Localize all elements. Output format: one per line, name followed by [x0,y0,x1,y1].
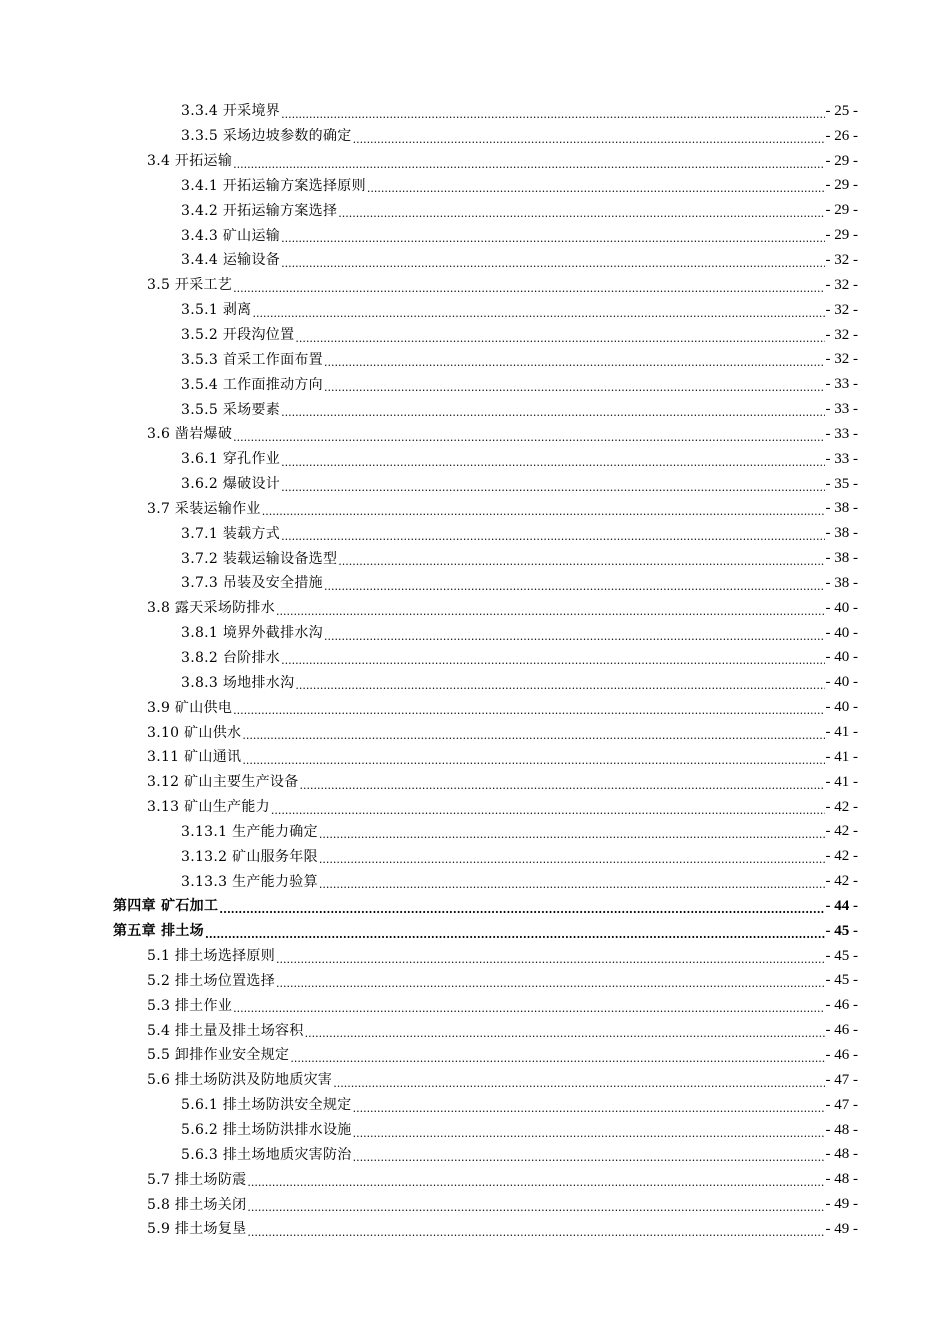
toc-entry-row[interactable] [0,273,950,298]
toc-entry-row[interactable] [0,198,950,223]
toc-entry-page-number: - 32 - [825,351,858,368]
toc-entry-row[interactable] [0,124,950,149]
toc-entry-page-number: - 41 - [825,773,858,790]
toc-entry-row[interactable] [0,1167,950,1192]
toc-entry[interactable] [181,1142,858,1167]
toc-entry[interactable] [113,894,858,919]
toc-entry-title: 5.6.2 排土场防洪排水设施 [181,1122,352,1139]
toc-entry-row[interactable] [0,969,950,994]
toc-entry-page-number: - 38 - [825,550,858,567]
toc-entry[interactable] [147,422,858,447]
toc-entry[interactable] [181,124,858,149]
toc-entry-title: 3.7.1 装载方式 [181,525,281,542]
toc-entry-page-number: - 48 - [825,1146,858,1163]
toc-dot-leader [353,1128,825,1139]
toc-entry-row[interactable] [0,1217,950,1242]
toc-entry-row[interactable] [0,993,950,1018]
toc-entry[interactable] [147,795,858,820]
toc-dot-leader [281,258,824,269]
toc-entry-title: 3.13.3 生产能力验算 [181,873,318,890]
toc-entry[interactable] [147,770,858,795]
toc-entry-page-number: - 42 - [825,823,858,840]
toc-entry-page-number: - 48 - [825,1171,858,1188]
toc-entry[interactable] [147,993,858,1018]
toc-entry-title: 3.5.1 剥离 [181,302,252,319]
toc-dot-leader [233,432,824,443]
toc-entry-title: 5.7 排土场防震 [147,1171,247,1188]
toc-entry-title: 5.6.3 排土场地质灾害防治 [181,1146,352,1163]
toc-entry[interactable] [181,1093,858,1118]
toc-dot-leader [205,929,825,940]
toc-entry-row[interactable] [0,248,950,273]
toc-entry[interactable] [147,1192,858,1217]
toc-entry-row[interactable] [0,1043,950,1068]
table-of-contents [0,99,950,1242]
toc-entry-page-number: - 45 - [825,947,858,964]
toc-dot-leader [281,457,824,468]
toc-entry[interactable] [147,745,858,770]
toc-dot-leader [233,1003,824,1014]
toc-dot-leader [281,407,824,418]
toc-dot-leader [252,308,824,319]
toc-entry-title: 5.3 排土作业 [147,997,233,1014]
toc-entry-page-number: - 49 - [825,1196,858,1213]
toc-entry-page-number: - 25 - [825,102,858,119]
toc-dot-leader [324,631,825,642]
toc-entry-page-number: - 29 - [825,202,858,219]
toc-entry[interactable] [147,1068,858,1093]
toc-entry[interactable] [147,944,858,969]
toc-dot-leader [319,879,825,890]
toc-entry-page-number: - 46 - [825,997,858,1014]
toc-entry-row[interactable] [0,1192,950,1217]
toc-entry-title: 3.9 矿山供电 [147,699,233,716]
toc-entry-title: 5.6 排土场防洪及防地质灾害 [147,1072,333,1089]
toc-entry-row[interactable] [0,1093,950,1118]
toc-entry[interactable] [147,273,858,298]
toc-dot-leader [319,854,825,865]
toc-dot-leader [324,357,825,368]
toc-entry-title: 3.5.2 开段沟位置 [181,327,295,344]
toc-entry-row[interactable] [0,894,950,919]
toc-entry-page-number: - 38 - [825,500,858,517]
toc-dot-leader [319,829,825,840]
toc-entry-title: 5.4 排土量及排土场容积 [147,1022,304,1039]
toc-dot-leader [295,333,824,344]
toc-entry-title: 5.2 排土场位置选择 [147,972,276,989]
toc-entry-page-number: - 41 - [825,724,858,741]
toc-entry-row[interactable] [0,819,950,844]
toc-entry-row[interactable] [0,720,950,745]
toc-dot-leader [324,382,825,393]
toc-entry-page-number: - 45 - [825,922,858,939]
toc-entry-title: 3.8.2 台阶排水 [181,649,281,666]
toc-entry-page-number: - 42 - [825,873,858,890]
toc-entry-row[interactable] [0,670,950,695]
toc-entry-row[interactable] [0,546,950,571]
toc-entry-title: 5.1 排土场选择原则 [147,948,276,965]
toc-entry[interactable] [181,372,858,397]
toc-entry-title: 3.6.2 爆破设计 [181,476,281,493]
toc-entry[interactable] [181,844,858,869]
toc-dot-leader [367,183,825,194]
toc-dot-leader [233,283,824,294]
toc-dot-leader [353,134,825,145]
toc-entry[interactable] [181,447,858,472]
toc-entry-title: 3.8.1 境界外截排水沟 [181,625,323,642]
toc-entry-title: 3.4 开拓运输 [147,153,233,170]
toc-entry-page-number: - 33 - [825,376,858,393]
toc-entry-row[interactable] [0,521,950,546]
toc-entry-page-number: - 42 - [825,848,858,865]
toc-entry-row[interactable] [0,1142,950,1167]
toc-entry[interactable] [181,646,858,671]
toc-entry[interactable] [181,223,858,248]
toc-dot-leader [247,1202,824,1213]
toc-dot-leader [338,556,824,567]
toc-entry-title: 3.3.5 采场边坡参数的确定 [181,128,352,145]
toc-entry[interactable] [181,99,858,124]
toc-entry-page-number: - 41 - [825,748,858,765]
toc-entry-row[interactable] [0,223,950,248]
toc-entry[interactable] [181,397,858,422]
toc-entry-page-number: - 46 - [825,1022,858,1039]
toc-entry[interactable] [181,323,858,348]
toc-entry-row[interactable] [0,571,950,596]
toc-entry[interactable] [181,819,858,844]
toc-entry[interactable] [147,596,858,621]
toc-entry[interactable] [181,670,858,695]
toc-dot-leader [281,655,824,666]
toc-entry-page-number: - 49 - [825,1220,858,1237]
toc-entry-title: 3.4.3 矿山运输 [181,227,281,244]
toc-dot-leader [300,780,825,791]
toc-dot-leader [281,531,824,542]
toc-entry-page-number: - 40 - [825,624,858,641]
toc-entry[interactable] [181,869,858,894]
toc-entry-title: 3.4.1 开拓运输方案选择原则 [181,177,366,194]
toc-entry-title: 5.5 卸排作业安全规定 [147,1047,290,1064]
toc-entry-page-number: - 46 - [825,1046,858,1063]
toc-dot-leader [247,1177,824,1188]
toc-entry-row[interactable] [0,770,950,795]
toc-entry-row[interactable] [0,596,950,621]
toc-entry-page-number: - 38 - [825,574,858,591]
toc-entry[interactable] [113,919,858,944]
toc-entry-title: 第五章 排土场 [113,923,204,940]
toc-dot-leader [276,606,824,617]
toc-dot-leader [324,581,825,592]
toc-entry-row[interactable] [0,621,950,646]
toc-entry-row[interactable] [0,695,950,720]
toc-dot-leader [353,1152,825,1163]
toc-dot-leader [295,680,824,691]
toc-entry-row[interactable] [0,372,950,397]
toc-entry-title: 3.7.2 装载运输设备选型 [181,550,338,567]
toc-entry[interactable] [181,248,858,273]
toc-entry[interactable] [181,198,858,223]
toc-dot-leader [271,805,825,816]
toc-entry-row[interactable] [0,174,950,199]
toc-entry-row[interactable] [0,298,950,323]
toc-entry[interactable] [181,521,858,546]
toc-dot-leader [281,233,824,244]
toc-entry-page-number: - 33 - [825,401,858,418]
toc-entry[interactable] [181,546,858,571]
toc-entry[interactable] [181,174,858,199]
toc-entry-title: 5.6.1 排土场防洪安全规定 [181,1097,352,1114]
toc-entry-page-number: - 38 - [825,525,858,542]
toc-dot-leader [233,159,824,170]
toc-entry-title: 3.8.3 场地排水沟 [181,674,295,691]
toc-entry[interactable] [181,1118,858,1143]
toc-entry-title: 3.6.1 穿孔作业 [181,451,281,468]
toc-entry-page-number: - 40 - [825,674,858,691]
toc-dot-leader [276,954,824,965]
toc-entry-row[interactable] [0,149,950,174]
toc-entry-title: 3.10 矿山供水 [147,724,242,741]
toc-entry-row[interactable] [0,745,950,770]
toc-dot-leader [281,109,824,120]
toc-entry[interactable] [147,149,858,174]
toc-entry-page-number: - 26 - [825,127,858,144]
toc-entry-row[interactable] [0,869,950,894]
toc-entry-title: 3.11 矿山通讯 [147,749,242,766]
toc-dot-leader [247,1227,824,1238]
toc-dot-leader [281,482,824,493]
toc-entry[interactable] [147,1217,858,1242]
toc-entry-row[interactable] [0,944,950,969]
toc-entry-row[interactable] [0,323,950,348]
toc-entry-title: 3.6 凿岩爆破 [147,426,233,443]
toc-entry-row[interactable] [0,99,950,124]
toc-entry-page-number: - 47 - [825,1071,858,1088]
toc-entry[interactable] [181,298,858,323]
toc-entry-title: 3.13.1 生产能力确定 [181,823,318,840]
toc-entry[interactable] [147,1167,858,1192]
toc-entry-page-number: - 32 - [825,301,858,318]
toc-dot-leader [276,978,824,989]
toc-entry-title: 3.5.4 工作面推动方向 [181,376,323,393]
toc-dot-leader [242,755,824,766]
toc-entry-page-number: - 40 - [825,599,858,616]
toc-entry-title: 3.7.3 吊装及安全措施 [181,575,323,592]
toc-entry-title: 3.5 开采工艺 [147,277,233,294]
toc-entry-title: 第四章 矿石加工 [113,898,219,915]
toc-entry-row[interactable] [0,472,950,497]
toc-entry-title: 3.3.4 开采境界 [181,103,281,120]
toc-dot-leader [353,1103,825,1114]
toc-entry-page-number: - 48 - [825,1121,858,1138]
toc-entry[interactable] [147,720,858,745]
toc-dot-leader [233,705,824,716]
toc-dot-leader [262,506,825,517]
toc-entry[interactable] [181,621,858,646]
toc-entry-row[interactable] [0,1018,950,1043]
toc-entry-title: 3.13.2 矿山服务年限 [181,848,318,865]
toc-entry-row[interactable] [0,447,950,472]
toc-entry[interactable] [181,472,858,497]
toc-entry[interactable] [147,497,858,522]
toc-entry-page-number: - 47 - [825,1096,858,1113]
toc-entry-row[interactable] [0,844,950,869]
toc-entry[interactable] [181,347,858,372]
toc-entry-title: 3.7 采装运输作业 [147,500,261,517]
toc-dot-leader [219,904,824,915]
toc-entry-page-number: - 42 - [825,798,858,815]
toc-entry-title: 5.9 排土场复垦 [147,1221,247,1238]
toc-entry-row[interactable] [0,347,950,372]
toc-entry-page-number: - 40 - [825,699,858,716]
toc-entry-page-number: - 32 - [825,251,858,268]
toc-entry[interactable] [147,969,858,994]
toc-dot-leader [338,208,824,219]
toc-entry-title: 3.13 矿山生产能力 [147,799,270,816]
toc-entry-row[interactable] [0,497,950,522]
toc-entry[interactable] [147,1043,858,1068]
toc-entry-row[interactable] [0,795,950,820]
toc-entry-title: 3.4.2 开拓运输方案选择 [181,202,338,219]
toc-entry-title: 3.8 露天采场防排水 [147,600,276,617]
toc-entry-row[interactable] [0,646,950,671]
toc-entry-row[interactable] [0,397,950,422]
toc-entry-page-number: - 33 - [825,425,858,442]
toc-entry-page-number: - 29 - [825,227,858,244]
toc-entry-page-number: - 32 - [825,326,858,343]
toc-entry-page-number: - 44 - [825,897,858,914]
toc-entry-page-number: - 45 - [825,972,858,989]
toc-entry-title: 5.8 排土场关闭 [147,1196,247,1213]
toc-entry-title: 3.12 矿山主要生产设备 [147,774,299,791]
toc-entry-page-number: - 32 - [825,276,858,293]
toc-entry-page-number: - 40 - [825,649,858,666]
toc-entry-title: 3.4.4 运输设备 [181,252,281,269]
toc-entry-title: 3.5.5 采场要素 [181,401,281,418]
toc-entry[interactable] [147,1018,858,1043]
toc-entry-page-number: - 33 - [825,450,858,467]
toc-dot-leader [333,1078,824,1089]
toc-entry-row[interactable] [0,919,950,944]
toc-entry-page-number: - 29 - [825,177,858,194]
toc-entry[interactable] [181,571,858,596]
toc-entry-page-number: - 29 - [825,152,858,169]
toc-entry-title: 3.5.3 首采工作面布置 [181,351,323,368]
toc-entry-row[interactable] [0,422,950,447]
toc-entry-row[interactable] [0,1068,950,1093]
toc-dot-leader [305,1028,825,1039]
toc-dot-leader [242,730,824,741]
toc-entry-row[interactable] [0,1118,950,1143]
toc-entry-page-number: - 35 - [825,475,858,492]
toc-entry[interactable] [147,695,858,720]
toc-dot-leader [290,1053,824,1064]
